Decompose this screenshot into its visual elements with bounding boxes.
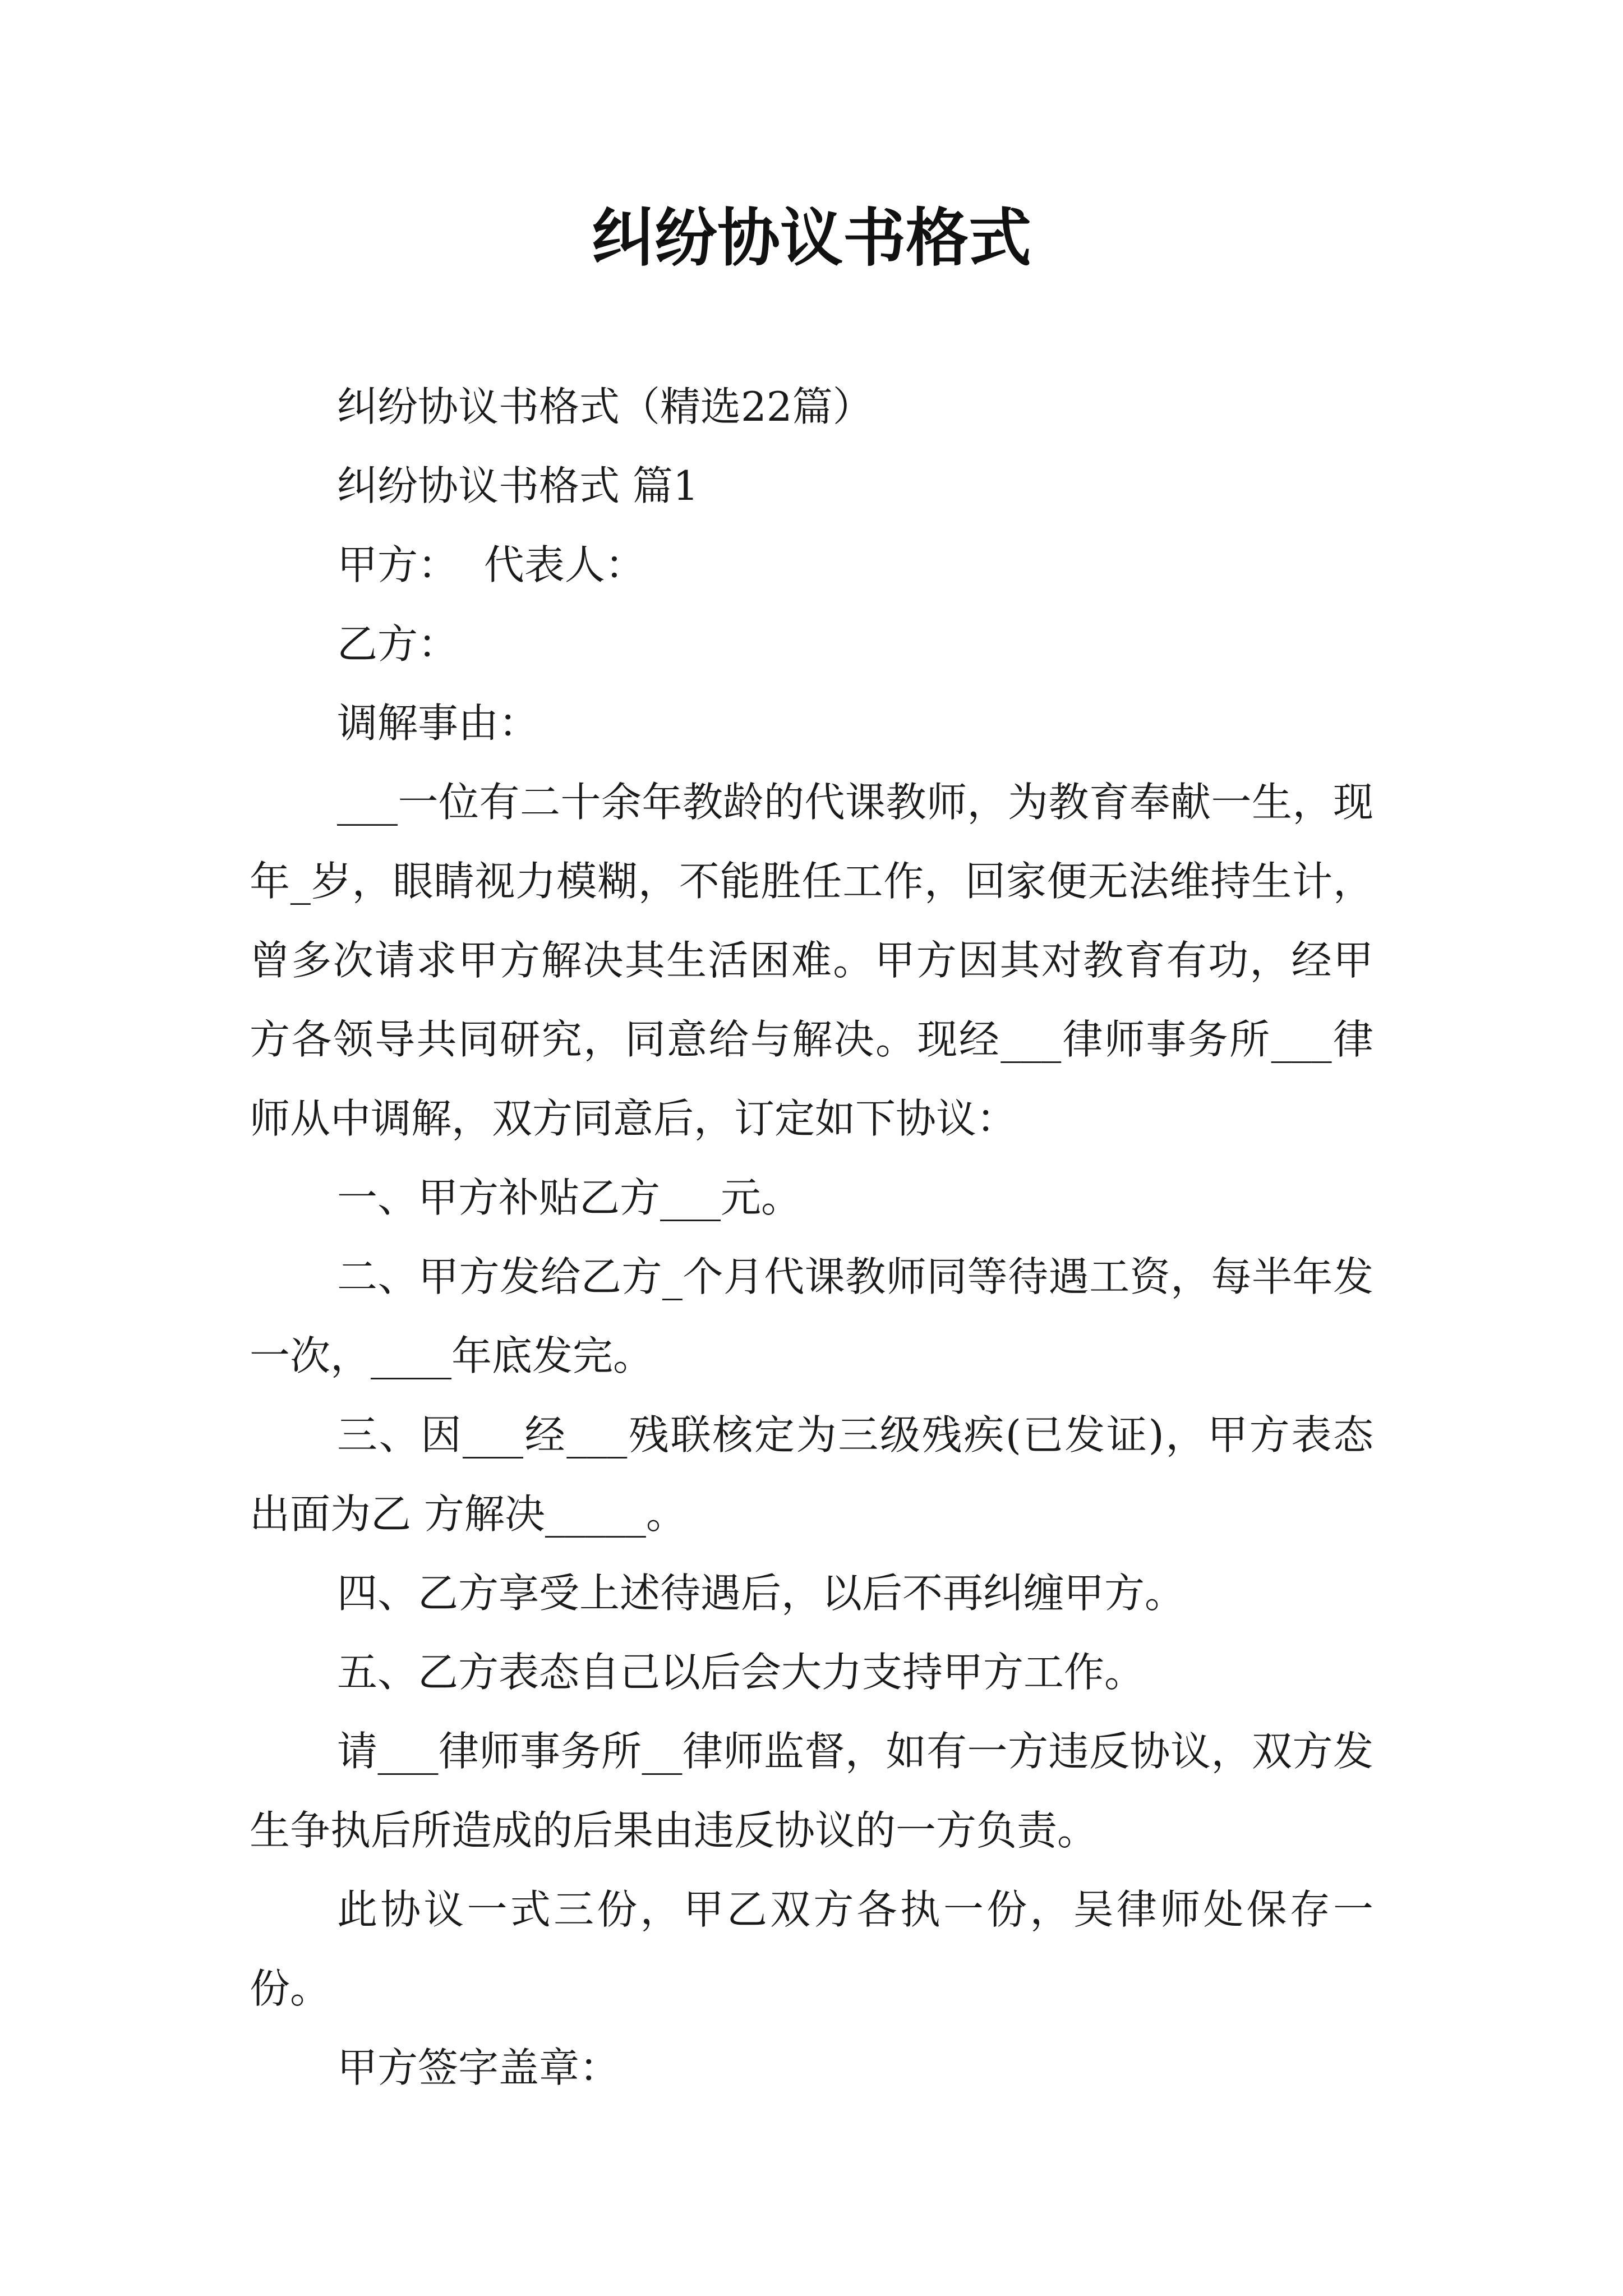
paragraph-clause-3: 三、因___经___残联核定为三级残疾(已发证)，甲方表态出面为乙 方解决_____。 (250, 1411, 1373, 1538)
paragraph-party-a-signature: 甲方签字盖章： (337, 2044, 620, 2091)
paragraph-copies: 此协议一式三份，甲乙双方各执一份，吴律师处保存一份。 (250, 1886, 1373, 2012)
paragraph-party-b: 乙方： (337, 620, 459, 668)
paragraph-mediation-reason-label: 调解事由： (337, 700, 540, 747)
paragraph-supervision: 请___律师事务所__律师监督，如有一方违反协议，双方发生争执后所造成的后果由违反协议的一方负责。 (250, 1728, 1373, 1854)
paragraph-section-heading: 纠纷协议书格式 篇1 (337, 462, 699, 509)
paragraph-clause-5: 五、乙方表态自己以后会大力支持甲方工作。 (337, 1649, 1145, 1696)
paragraph-clause-1: 一、甲方补贴乙方___元。 (337, 1174, 802, 1221)
document-title: 纠纷协议书格式 (592, 202, 1031, 275)
paragraph-mediation-reason: ___一位有二十余年教龄的代课教师，为教育奉献一生，现年_岁，眼睛视力模糊，不能胜任工作，回家便无法维持生计，曾多次请求甲方解决其生活困难。甲方因其对教育有功，经甲方各领导共同研究，同意给与解决。现经___律师事务所___律师从中调解，双方同意后，订定如下协议： (250, 779, 1373, 1142)
document-body (250, 367, 1373, 2108)
paragraph-clause-2: 二、甲方发给乙方_个月代课教师同等待遇工资，每半年发一次，____年底发完。 (250, 1253, 1373, 1379)
paragraph-party-a: 甲方： 代表人： (337, 541, 645, 588)
paragraph-subtitle: 纠纷协议书格式（精选22篇） (337, 383, 873, 430)
paragraph-clause-4: 四、乙方享受上述待遇后，以后不再纠缠甲方。 (337, 1570, 1186, 1617)
